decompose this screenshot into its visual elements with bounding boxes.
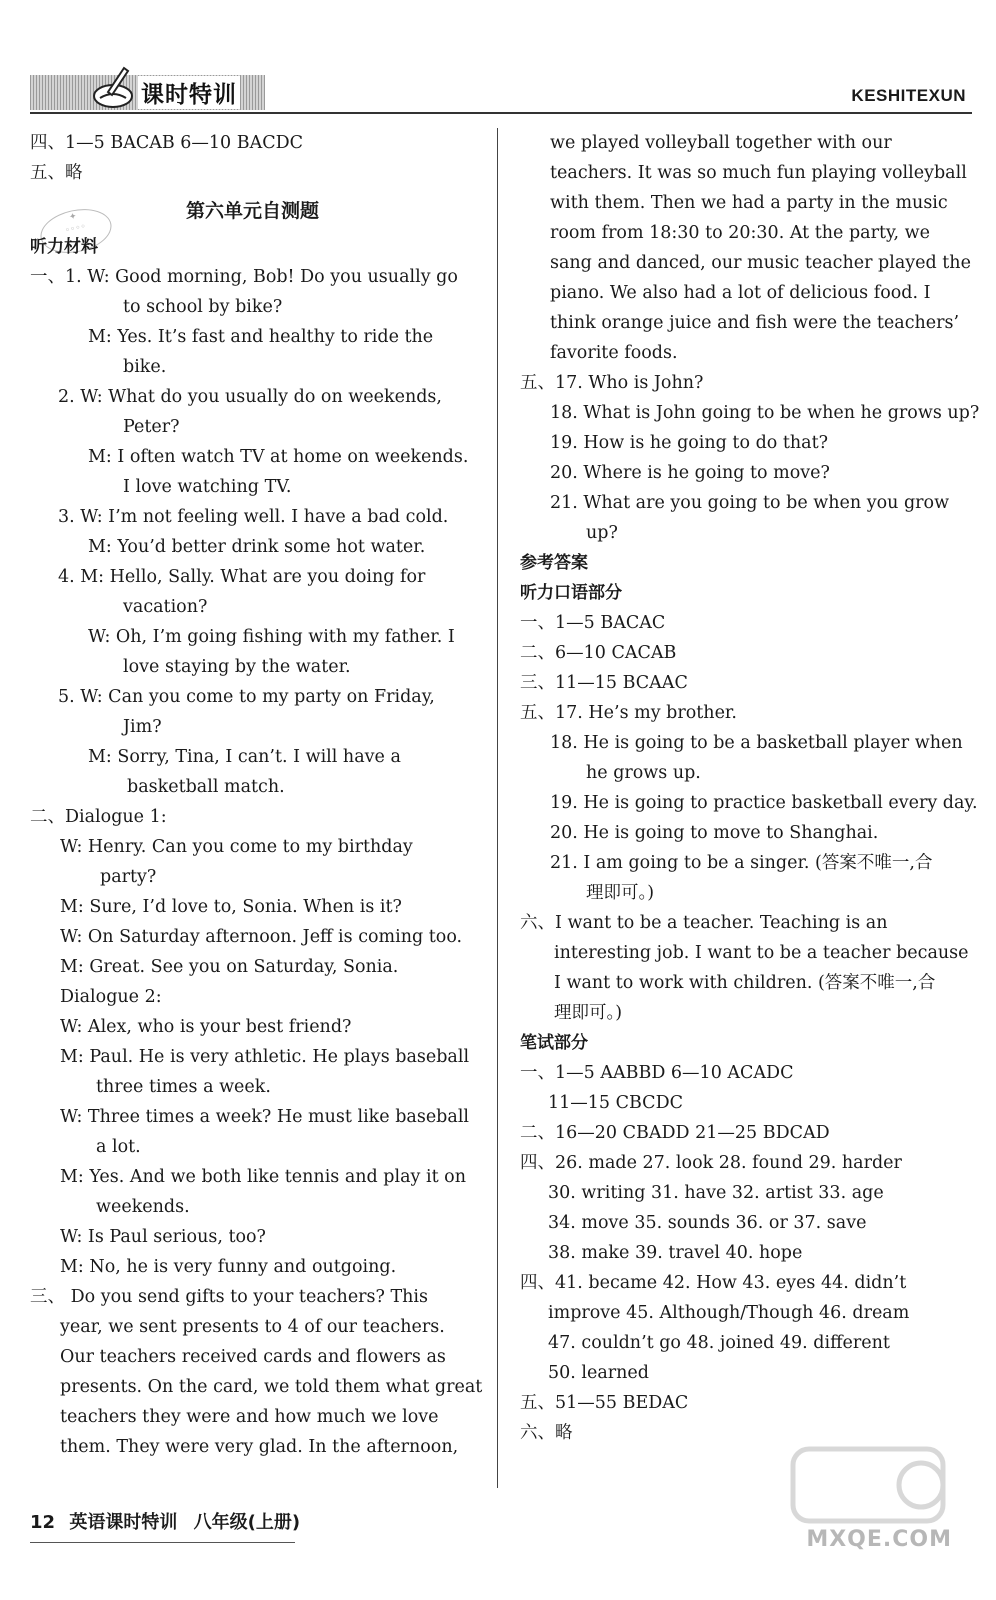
text-line: W: Henry. Can you come to my birthday [60, 837, 413, 857]
text-line: M: You’d better drink some hot water. [88, 537, 426, 557]
answer-line: 二、6—10 CACAB [520, 643, 677, 663]
text-line: M: Sorry, Tina, I can’t. I will have a [88, 747, 401, 767]
text-line: a lot. [96, 1137, 141, 1157]
text-line: up? [586, 523, 618, 543]
text-line: W: On Saturday afternoon. Jeff is coming too. [60, 927, 463, 947]
left-column [30, 128, 483, 1462]
pen-book-logo-icon [92, 62, 134, 110]
text-line: piano. We also had a lot of delicious food. I [550, 283, 931, 303]
page-number: 12 [30, 1512, 56, 1533]
text-line: we played volleyball together with our [550, 133, 892, 153]
text-line: 3. W: I’m not feeling well. I have a bad cold. [58, 507, 449, 527]
answer-line: 34. move 35. sounds 36. or 37. save [548, 1213, 867, 1233]
text-line: 2. W: What do you usually do on weekends, [58, 387, 442, 407]
section-title: 第六单元自测题 [185, 200, 319, 222]
text-line: Our teachers received cards and flowers as [60, 1347, 446, 1367]
text-line: M: Sure, I’d love to, Sonia. When is it? [60, 897, 402, 917]
answer-line: 五、51—55 BEDAC [520, 1393, 689, 1413]
answer-line: 一、1—5 AABBD 6—10 ACADC [520, 1063, 794, 1083]
page-footer [30, 1500, 972, 1560]
right-column [520, 128, 980, 1448]
footer-rule [30, 1542, 295, 1543]
answer-line: he grows up. [586, 763, 701, 783]
answer-line: 38. make 39. travel 40. hope [548, 1243, 803, 1263]
text-line: 三、 Do you send gifts to your teachers? This [30, 1287, 428, 1307]
stamp-mark: ✦ ◦◦◦◦ [36, 203, 115, 259]
answer-line: 理即可。) [554, 1003, 623, 1023]
text-line: M: Great. See you on Saturday, Sonia. [60, 957, 399, 977]
text-line: Peter? [123, 417, 180, 437]
answer-line: 三、11—15 BCAAC [520, 673, 688, 693]
page-header [0, 0, 996, 118]
answer-line: 六、略 [520, 1423, 573, 1443]
section-heading: 听力口语部分 [520, 583, 622, 603]
answer-line: 19. He is going to practice basketball every day. [550, 793, 978, 813]
section-heading: 参考答案 [520, 553, 588, 573]
text-line: 五、17. Who is John? [520, 373, 704, 393]
text-line: W: Alex, who is your best friend? [60, 1017, 352, 1037]
text-line: room from 18:30 to 20:30. At the party, we [550, 223, 931, 243]
answer-line: 30. writing 31. have 32. artist 33. age [548, 1183, 884, 1203]
text-line: W: Three times a week? He must like baseball [60, 1107, 470, 1127]
text-line: 20. Where is he going to move? [550, 463, 830, 483]
watermark-url: MXQE.COM [806, 1527, 952, 1552]
text-line: basketball match. [127, 777, 285, 797]
answer-line: 18. He is going to be a basketball player when [550, 733, 963, 753]
answer-line: I want to work with children. (答案不唯一,合 [554, 973, 936, 993]
brand-title: 课时特训 [138, 76, 240, 109]
text-line: 5. W: Can you come to my party on Friday, [58, 687, 435, 707]
text-line: M: Yes. It’s fast and healthy to ride the [88, 327, 434, 347]
section-heading: 听力材料 [30, 237, 98, 257]
brand-pinyin: KESHITEXUN [851, 86, 966, 105]
answer-line: 四、1—5 BACAB 6—10 BACDC [30, 133, 304, 153]
text-line: to school by bike? [123, 297, 283, 317]
text-line: Dialogue 2: [60, 987, 162, 1007]
text-line: M: No, he is very funny and outgoing. [60, 1257, 397, 1277]
answer-line: 50. learned [548, 1363, 649, 1383]
text-line: 19. How is he going to do that? [550, 433, 829, 453]
text-line: weekends. [96, 1197, 190, 1217]
text-line: teachers they were and how much we love [60, 1407, 439, 1427]
text-line: vacation? [123, 597, 208, 617]
answer-line: 20. He is going to move to Shanghai. [550, 823, 879, 843]
answer-line: 21. I am going to be a singer. (答案不唯一,合 [550, 853, 933, 873]
answer-line: 五、略 [30, 163, 83, 183]
column-divider [497, 128, 498, 1488]
text-line: M: Paul. He is very athletic. He plays baseball [60, 1047, 470, 1067]
text-line: I love watching TV. [123, 477, 292, 497]
book-title: 英语课时特训 [69, 1512, 178, 1533]
text-line: W: Oh, I’m going fishing with my father. I [88, 627, 455, 647]
section-heading: 笔试部分 [520, 1033, 588, 1053]
header-rule [30, 112, 972, 114]
text-line: 一、1. W: Good morning, Bob! Do you usually go [30, 267, 458, 287]
answer-line: 理即可。) [586, 883, 655, 903]
answer-line: improve 45. Although/Though 46. dream [548, 1303, 910, 1323]
answer-line: 四、41. became 42. How 43. eyes 44. didn’t [520, 1273, 907, 1293]
text-line: sang and danced, our music teacher played the [550, 253, 971, 273]
text-line: favorite foods. [550, 343, 678, 363]
text-line: year, we sent presents to 4 of our teachers. [60, 1317, 445, 1337]
text-line: W: Is Paul serious, too? [60, 1227, 266, 1247]
text-line: party? [100, 867, 157, 887]
text-line: bike. [123, 357, 167, 377]
grade-label: 八年级(上册) [193, 1512, 301, 1533]
answer-line: 二、16—20 CBADD 21—25 BDCAD [520, 1123, 830, 1143]
answer-line: 四、26. made 27. look 28. found 29. harder [520, 1153, 902, 1173]
text-line: 二、Dialogue 1: [30, 807, 167, 827]
text-line: 4. M: Hello, Sally. What are you doing for [58, 567, 426, 587]
text-line: love staying by the water. [123, 657, 351, 677]
answer-line: 五、17. He’s my brother. [520, 703, 737, 723]
text-line: presents. On the card, we told them what great [60, 1377, 483, 1397]
text-line: 18. What is John going to be when he grows up? [550, 403, 980, 423]
text-line: three times a week. [96, 1077, 271, 1097]
footer-label [30, 1508, 300, 1534]
text-line: with them. Then we had a party in the music [550, 193, 948, 213]
text-line: teachers. It was so much fun playing volleyball [550, 163, 967, 183]
text-line: think orange juice and fish were the teachers’ [550, 313, 960, 333]
text-line: them. They were very glad. In the afternoon, [60, 1437, 459, 1457]
answer-line: 六、I want to be a teacher. Teaching is an [520, 913, 888, 933]
answer-line: 一、1—5 BACAC [520, 613, 666, 633]
answer-line: interesting job. I want to be a teacher because [554, 943, 969, 963]
answer-line: 47. couldn’t go 48. joined 49. different [548, 1333, 890, 1353]
text-line: M: I often watch TV at home on weekends. [88, 447, 469, 467]
text-line: Jim? [123, 717, 162, 737]
watermark-logo-icon [789, 1443, 954, 1528]
text-line: 21. What are you going to be when you grow [550, 493, 950, 513]
answer-line: 11—15 CBCDC [548, 1093, 683, 1113]
text-line: M: Yes. And we both like tennis and play it on [60, 1167, 466, 1187]
